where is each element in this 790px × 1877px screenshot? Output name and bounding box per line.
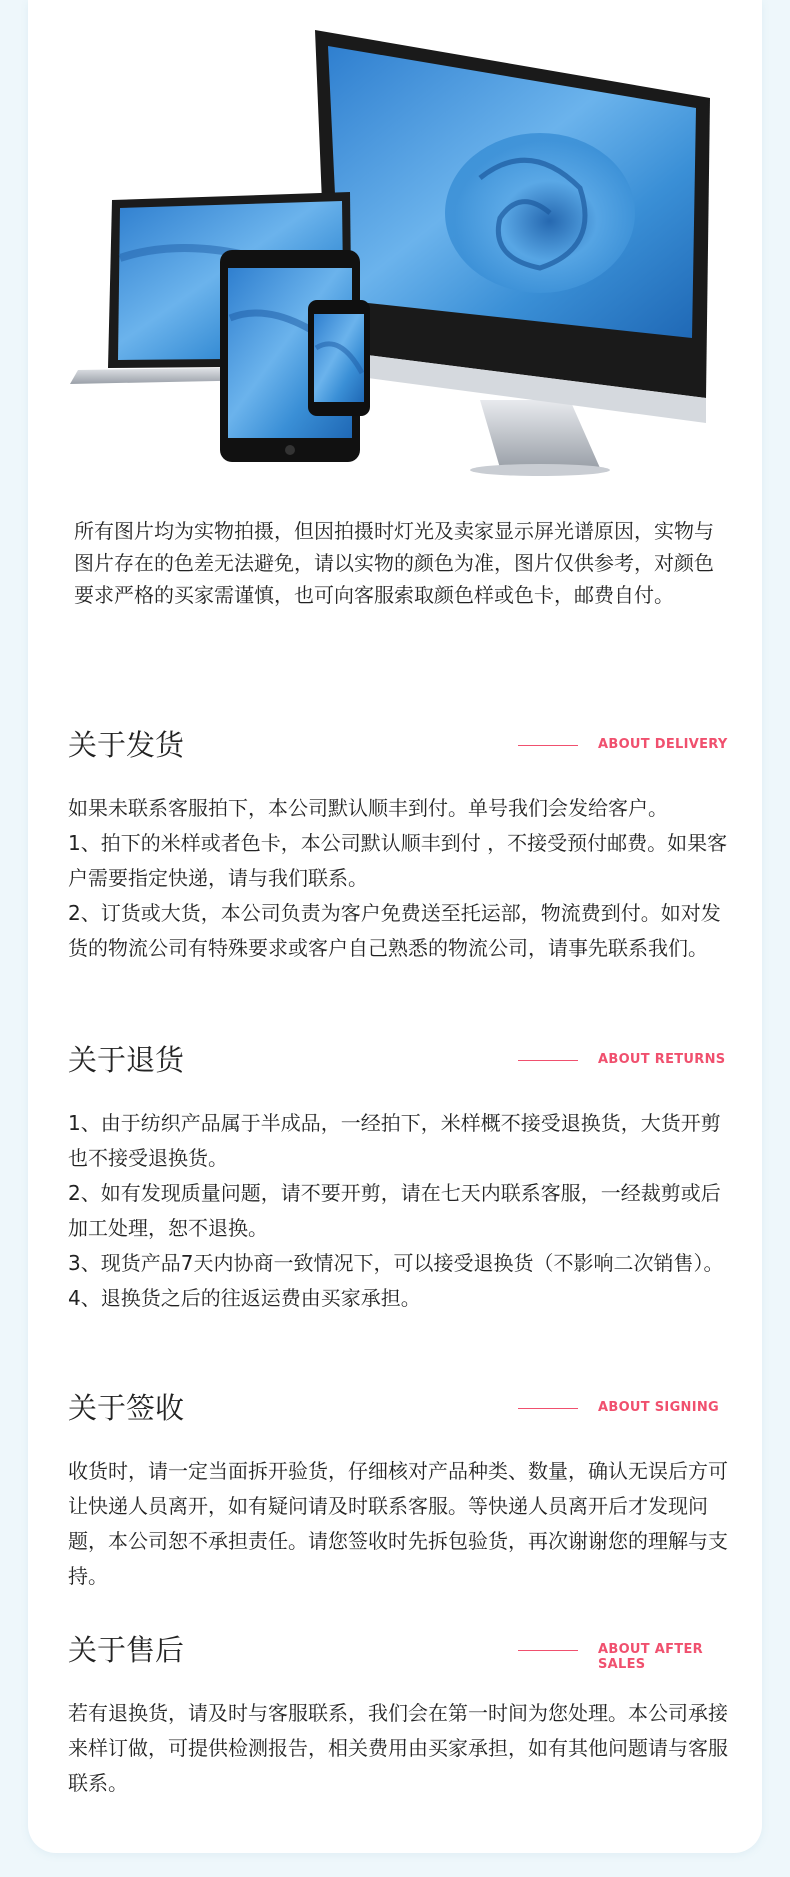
section-subtitle: ABOUT SIGNING — [598, 1400, 720, 1415]
divider-line — [518, 745, 578, 746]
paragraph: 1、拍下的米样或者色卡，本公司默认顺丰到付 ，不接受预付邮费。如果客户需要指定快递，请与我们联系。 — [68, 831, 728, 890]
section-subtitle: ABOUT DELIVERY — [598, 737, 728, 752]
section-signing — [68, 1388, 738, 1594]
section-subtitle: ABOUT RETURNS — [598, 1052, 726, 1067]
paragraph: 收货时，请一定当面拆开验货，仔细核对产品种类、数量，确认无误后方可让快递人员离开，如有疑问请及时联系客服。等快递人员离开后才发现问题，本公司恕不承担责任。请您签收时先拆包验货，再次谢谢您的理解与支持。 — [68, 1459, 728, 1588]
section-body — [68, 1454, 738, 1594]
paragraph: 2、如有发现质量问题，请不要开剪，请在七天内联系客服，一经裁剪或后加工处理，恕不退换。 — [68, 1181, 721, 1240]
divider-line — [518, 1650, 578, 1651]
paragraph: 1、由于纺织产品属于半成品，一经拍下，米样概不接受退换货，大货开剪也不接受退换货。 — [68, 1111, 721, 1170]
section-title: 关于发货 — [68, 728, 185, 762]
monitor-stand — [480, 400, 600, 468]
paragraph: 3、现货产品7天内协商一致情况下，可以接受退换货（不影响二次销售）。 — [68, 1251, 724, 1275]
divider-line — [518, 1408, 578, 1409]
section-title: 关于签收 — [68, 1391, 185, 1425]
section-body — [68, 791, 738, 966]
section-title: 关于售后 — [68, 1633, 185, 1667]
section-after-sales — [68, 1630, 738, 1801]
paragraph: 2、订货或大货，本公司负责为客户免费送至托运部，物流费到付。如对发货的物流公司有特殊要求或客户自己熟悉的物流公司，请事先联系我们。 — [68, 901, 721, 960]
section-body — [68, 1106, 738, 1316]
section-body — [68, 1696, 738, 1801]
section-subtitle: ABOUT AFTER SALES — [598, 1642, 703, 1672]
divider-line — [518, 1060, 578, 1061]
paragraph: 如果未联系客服拍下，本公司默认顺丰到付。单号我们会发给客户。 — [68, 796, 668, 820]
paragraph: 4、退换货之后的往返运费由买家承担。 — [68, 1286, 421, 1310]
phone-screen — [314, 314, 364, 402]
paragraph: 若有退换货，请及时与客服联系，我们会在第一时间为您处理。本公司承接来样订做，可提供检测报告，相关费用由买家承担，如有其他问题请与客服联系。 — [68, 1701, 728, 1795]
section-title: 关于退货 — [68, 1043, 185, 1077]
section-returns — [68, 1040, 738, 1316]
color-disclaimer-note: 所有图片均为实物拍摄，但因拍摄时灯光及卖家显示屏光谱原因，实物与图片存在的色差无法避免，请以实物的颜色为准，图片仅供参考，对颜色要求严格的买家需谨慎，也可向客服索取颜色样或色卡，邮费自付。 — [74, 519, 714, 607]
devices-hero-image — [60, 28, 720, 488]
section-delivery — [68, 725, 738, 966]
